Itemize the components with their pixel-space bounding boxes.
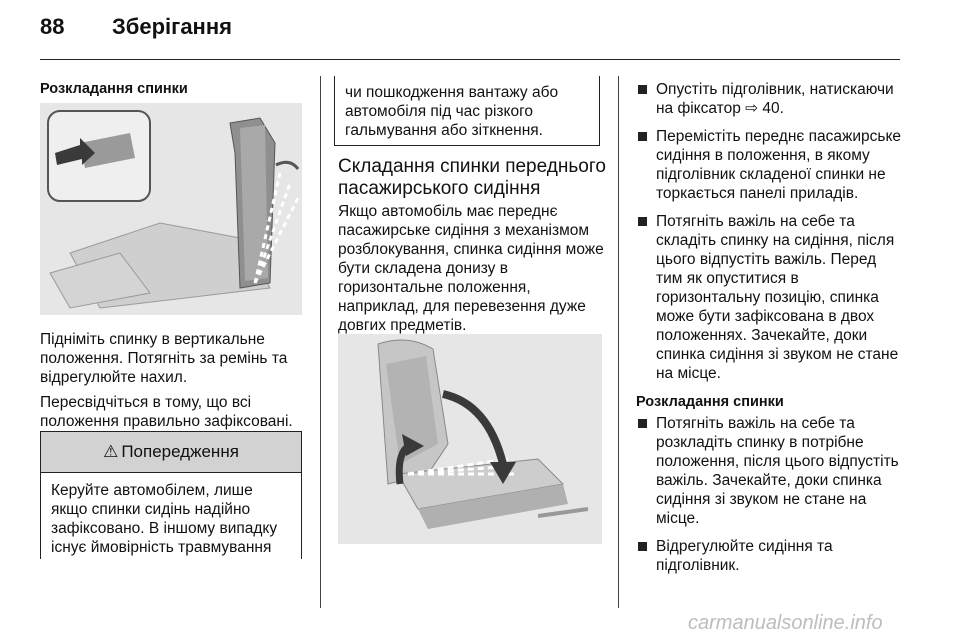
list-item: Потягніть важіль на себе та розкладіть спинку в потрібне положення, після цього відпустіть важіль. Зачекайте, доки спинка сидіння зі звуком не стане на місце.	[636, 414, 906, 528]
column-3	[636, 80, 906, 584]
warning-box-continued	[334, 76, 600, 146]
section-heading: Складання спинки переднього пасажирського сидіння	[338, 156, 606, 199]
bullet-icon	[638, 419, 647, 428]
column-2	[338, 156, 608, 335]
page-title: Зберігання	[112, 14, 232, 39]
warning-text-continued: чи пошкодження вантажу або автомобіля під час різкого гальмування або зіткнення.	[345, 84, 559, 139]
list-item: Опустіть підголівник, натискаючи на фіксатор ⇨ 40.	[636, 80, 906, 118]
bullet-icon	[638, 132, 647, 141]
column-1-text	[40, 330, 312, 431]
page-number: 88	[40, 14, 65, 39]
steps-list	[636, 80, 906, 383]
warning-box	[40, 431, 302, 559]
subheading-unfold-backrest: Розкладання спинки	[636, 394, 784, 410]
column-divider	[320, 76, 321, 608]
column-divider	[618, 76, 619, 608]
list-item: Перемістіть переднє пасажирське сидіння в положення, в якому підголівник складеної спинки не торкається панелі приладів.	[636, 127, 906, 203]
subheading-fold-backrest: Розкладання спинки	[40, 81, 188, 97]
steps-list	[636, 414, 906, 575]
list-item: Потягніть важіль на себе та складіть спинку на сидіння, після цього відпустіть важіль. Перед тим як опуститися в горизонтальну позицію, спинка може бути зафіксована в двох положеннях. Зачекайте, доки спинка сидіння зі звуком не стане на місце.	[636, 212, 906, 383]
paragraph: Підніміть спинку в вертикальне положення. Потягніть за ремінь та відрегулюйте нахил.	[40, 331, 288, 386]
warning-text: Керуйте автомобілем, лише якщо спинки сидінь надійно зафіксовано. В іншому випадку існує ймовірність травмування	[51, 482, 278, 556]
warning-triangle-icon: ⚠	[103, 442, 119, 461]
front-seat-illustration	[338, 334, 602, 544]
list-item: Відрегулюйте сидіння та підголівник.	[636, 537, 906, 575]
warning-title: Попередження	[121, 442, 239, 461]
column-1	[40, 80, 304, 99]
header-divider	[40, 59, 900, 60]
watermark: carmanualsonline.info	[688, 612, 883, 634]
figure-front-seat	[338, 334, 602, 544]
bullet-icon	[638, 542, 647, 551]
bullet-icon	[638, 85, 647, 94]
paragraph: Пересвідчіться в тому, що всі положення правильно зафіксовані.	[40, 394, 293, 430]
bullet-icon	[638, 217, 647, 226]
rear-seat-illustration	[40, 103, 302, 315]
paragraph: Якщо автомобіль має переднє пасажирське сидіння з механізмом розблокування, спинка сидіння може бути складена донизу в горизонтальне положення, наприклад, для перевезення дуже довгих предметів.	[338, 203, 604, 334]
warning-header	[41, 432, 301, 473]
figure-rear-seat-backrest	[40, 103, 302, 315]
